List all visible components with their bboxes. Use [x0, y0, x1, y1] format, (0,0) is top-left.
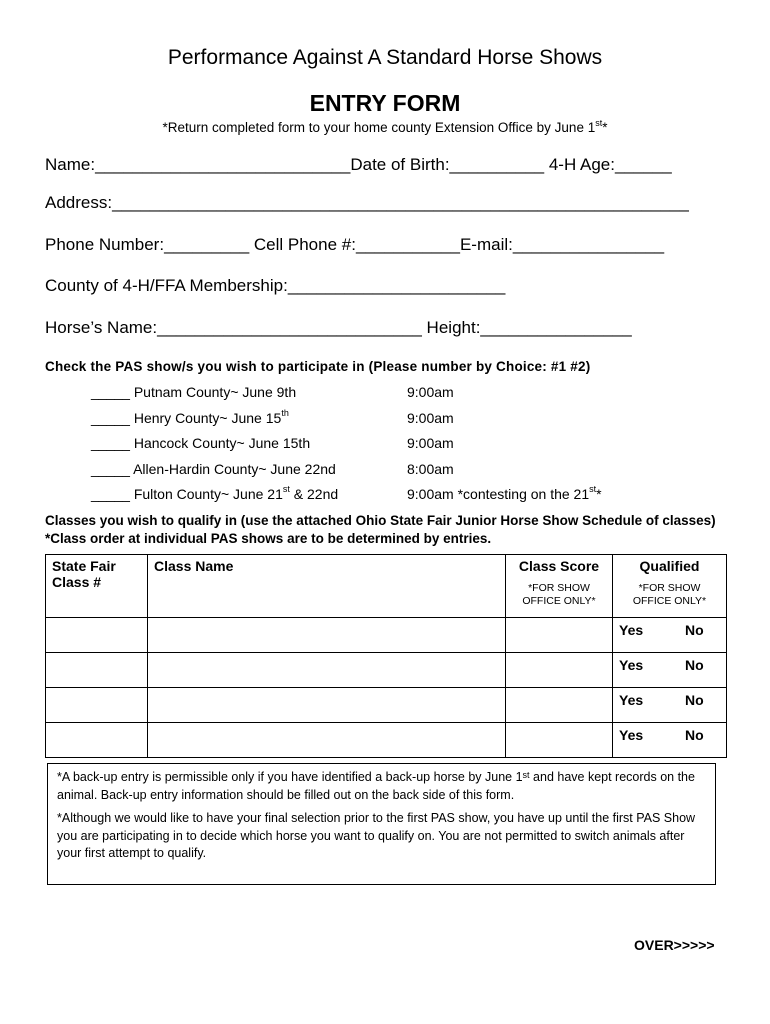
show-choice-blank[interactable]: _____ — [91, 486, 130, 502]
show-choice-blank[interactable]: _____ — [91, 410, 130, 426]
table-row — [46, 688, 727, 723]
show-name-sup: th — [281, 408, 289, 418]
shows-heading: Check the PAS show/s you wish to participate in (Please number by Choice: #1 #2) — [45, 359, 591, 374]
no-option[interactable]: No — [685, 657, 704, 673]
show-name-sup: st — [282, 484, 290, 494]
col-class-number: State Fair Class # — [46, 555, 148, 618]
show-item[interactable] — [0, 410, 770, 428]
show-name-text: Putnam County~ June 9th — [133, 384, 297, 400]
no-option[interactable]: No — [685, 727, 704, 743]
show-time: 8:00am — [407, 461, 454, 477]
table-row — [46, 653, 727, 688]
class-name-cell[interactable] — [148, 688, 506, 723]
col-qualified-note: *FOR SHOW OFFICE ONLY* — [632, 582, 707, 607]
qualified-cell — [613, 653, 727, 688]
show-name — [91, 410, 289, 426]
table-row — [46, 723, 727, 758]
qualified-cell — [613, 618, 727, 653]
yes-option[interactable]: Yes — [619, 692, 644, 708]
class-name-cell[interactable] — [148, 618, 506, 653]
no-option[interactable]: No — [685, 622, 704, 638]
qualified-cell — [613, 723, 727, 758]
col-qualified — [613, 555, 727, 618]
show-time-end: * — [596, 486, 602, 502]
show-name — [91, 486, 338, 502]
show-name-text: Henry County~ June 15 — [133, 410, 282, 426]
show-name-end: & 22nd — [289, 486, 339, 502]
classes-header-row — [46, 555, 727, 618]
backup-note-text: *A back-up entry is permissible only if you have identified a back-up horse by June 1 — [57, 770, 523, 784]
col-class-score — [506, 555, 613, 618]
name-dob-age-field[interactable]: Name:___________________________Date of Birth:__________ 4-H Age:______ — [45, 155, 672, 174]
show-choice-blank[interactable]: _____ — [91, 384, 130, 400]
class-score-cell — [506, 688, 613, 723]
show-item[interactable] — [0, 461, 770, 479]
return-note — [0, 120, 770, 135]
show-time: 9:00am — [407, 410, 454, 426]
table-row — [46, 618, 727, 653]
show-time: 9:00am — [407, 384, 454, 400]
classes-heading: Classes you wish to qualify in (use the attached Ohio State Fair Junior Horse Show Schedule of classes) *Class order at individual PAS shows are to be determined by entries. — [45, 513, 716, 546]
show-name-text: Fulton County~ June 21 — [133, 486, 283, 502]
yes-option[interactable]: Yes — [619, 657, 644, 673]
classes-table — [45, 554, 727, 758]
backup-note-sup: st — [522, 770, 530, 780]
show-choice-blank[interactable]: _____ — [91, 461, 130, 477]
yes-option[interactable]: Yes — [619, 622, 644, 638]
yes-option[interactable]: Yes — [619, 727, 644, 743]
class-name-cell[interactable] — [148, 723, 506, 758]
show-name — [91, 435, 310, 451]
col-class-score-label: Class Score — [518, 558, 600, 574]
backup-note-end: and have kept records on the animal. Back-up entry information should be filled out on the back side of this form. — [57, 770, 695, 802]
class-score-cell — [506, 653, 613, 688]
class-number-cell[interactable] — [46, 723, 148, 758]
class-number-cell[interactable] — [46, 653, 148, 688]
show-item[interactable] — [0, 384, 770, 402]
class-number-cell[interactable] — [46, 688, 148, 723]
show-item[interactable] — [0, 435, 770, 453]
final-selection-note: *Although we would like to have your final selection prior to the first PAS show, you have up until the first PAS Show you are participating in to decide which horse you want to qualify on. You are not permitted to switch animals after your first attempt to qualify. — [57, 811, 696, 860]
county-membership-field[interactable]: County of 4-H/FFA Membership:_______________________ — [45, 276, 506, 295]
no-option[interactable]: No — [685, 692, 704, 708]
notes-box — [47, 763, 716, 885]
qualified-cell — [613, 688, 727, 723]
horse-name-height-field[interactable]: Horse’s Name:____________________________ Height:________________ — [45, 318, 632, 337]
show-time: 9:00am — [407, 435, 454, 451]
form-title: ENTRY FORM — [309, 90, 461, 116]
class-number-cell[interactable] — [46, 618, 148, 653]
phone-email-field[interactable]: Phone Number:_________ Cell Phone #:___________E-mail:________________ — [45, 235, 665, 254]
show-choice-blank[interactable]: _____ — [91, 435, 130, 451]
return-note-text: *Return completed form to your home county Extension Office by June 1 — [162, 120, 596, 135]
col-class-score-note: *FOR SHOW OFFICE ONLY* — [522, 582, 596, 607]
show-name — [91, 461, 336, 477]
show-time-text: 9:00am *contesting on the 21 — [407, 486, 590, 502]
return-note-sup: st — [595, 118, 603, 128]
col-qualified-label: Qualified — [639, 558, 700, 574]
show-name-text: Allen-Hardin County~ June 22nd — [133, 461, 336, 477]
return-note-end: * — [602, 120, 608, 135]
page-title: Performance Against A Standard Horse Shows — [167, 46, 603, 69]
address-field[interactable]: Address:_____________________________________________________________ — [45, 193, 689, 212]
class-score-cell — [506, 723, 613, 758]
show-name-text: Hancock County~ June 15th — [133, 435, 311, 451]
show-item[interactable] — [0, 486, 770, 504]
backup-entry-note — [57, 769, 706, 804]
col-class-name: Class Name — [148, 555, 506, 618]
class-score-cell — [506, 618, 613, 653]
show-time-sup: st — [589, 484, 597, 494]
class-name-cell[interactable] — [148, 653, 506, 688]
show-time — [407, 486, 602, 502]
show-name — [91, 384, 296, 400]
over-indicator: OVER>>>>> — [634, 937, 715, 953]
